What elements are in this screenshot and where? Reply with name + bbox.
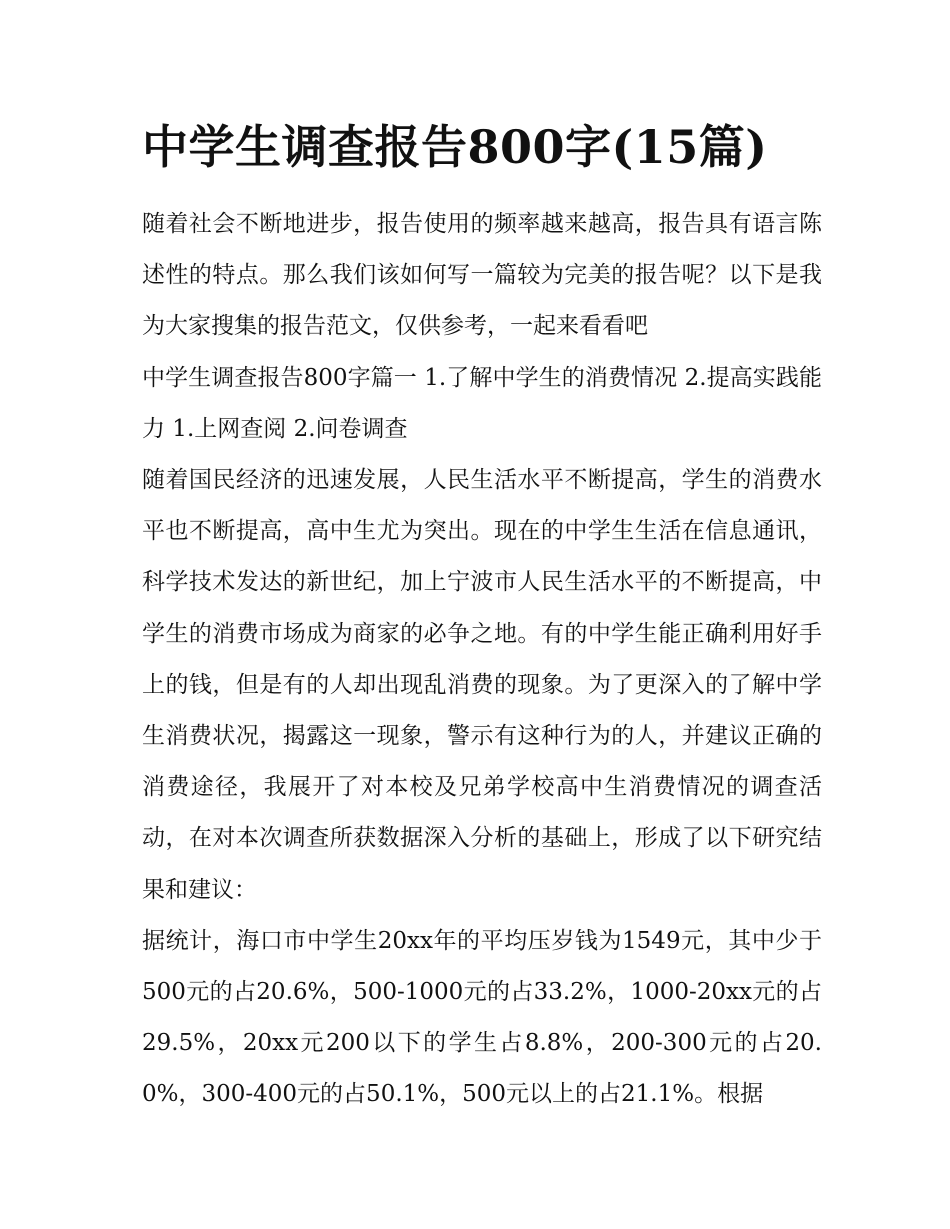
background-paragraph: 随着国民经济的迅速发展，人民生活水平不断提高，学生的消费水平也不断提高，高中生尤为突出。现在的中学生生活在信息通讯，科学技术发达的新世纪，加上宁波市人民生活水平的不断提高，中学生的消费市场成为商家的必争之地。有的中学生能正确利用好手上的钱，但是有的人却出现乱消费的现象。为了更深入的了解中学生消费状况，揭露这一现象，警示有这种行为的人，并建议正确的消费途径，我展开了对本校及兄弟学校高中生消费情况的调查活动，在对本次调查所获数据深入分析的基础上，形成了以下研究结果和建议： [142,467,822,903]
document-title: 中学生调查报告800字(15篇) [142,120,768,174]
document-body [142,199,822,1121]
intro-paragraph: 随着社会不断地进步，报告使用的频率越来越高，报告具有语言陈述性的特点。那么我们该如何写一篇较为完美的报告呢？以下是我为大家搜集的报告范文，仅供参考，一起来看看吧 [142,211,822,340]
section-one-summary-paragraph: 中学生调查报告800字篇一 1.了解中学生的消费情况 2.提高实践能力 1.上网查阅 2.问卷调查 [142,364,822,442]
statistics-paragraph: 据统计，海口市中学生20xx年的平均压岁钱为1549元，其中少于500元的占20.6%，500-1000元的占33.2%，1000-20xx元的占29.5%，20xx元200以下的学生占8.8%，200-300元的占20.0%，300-400元的占50.1%，500元以上的占21.1%。根据 [142,927,822,1108]
